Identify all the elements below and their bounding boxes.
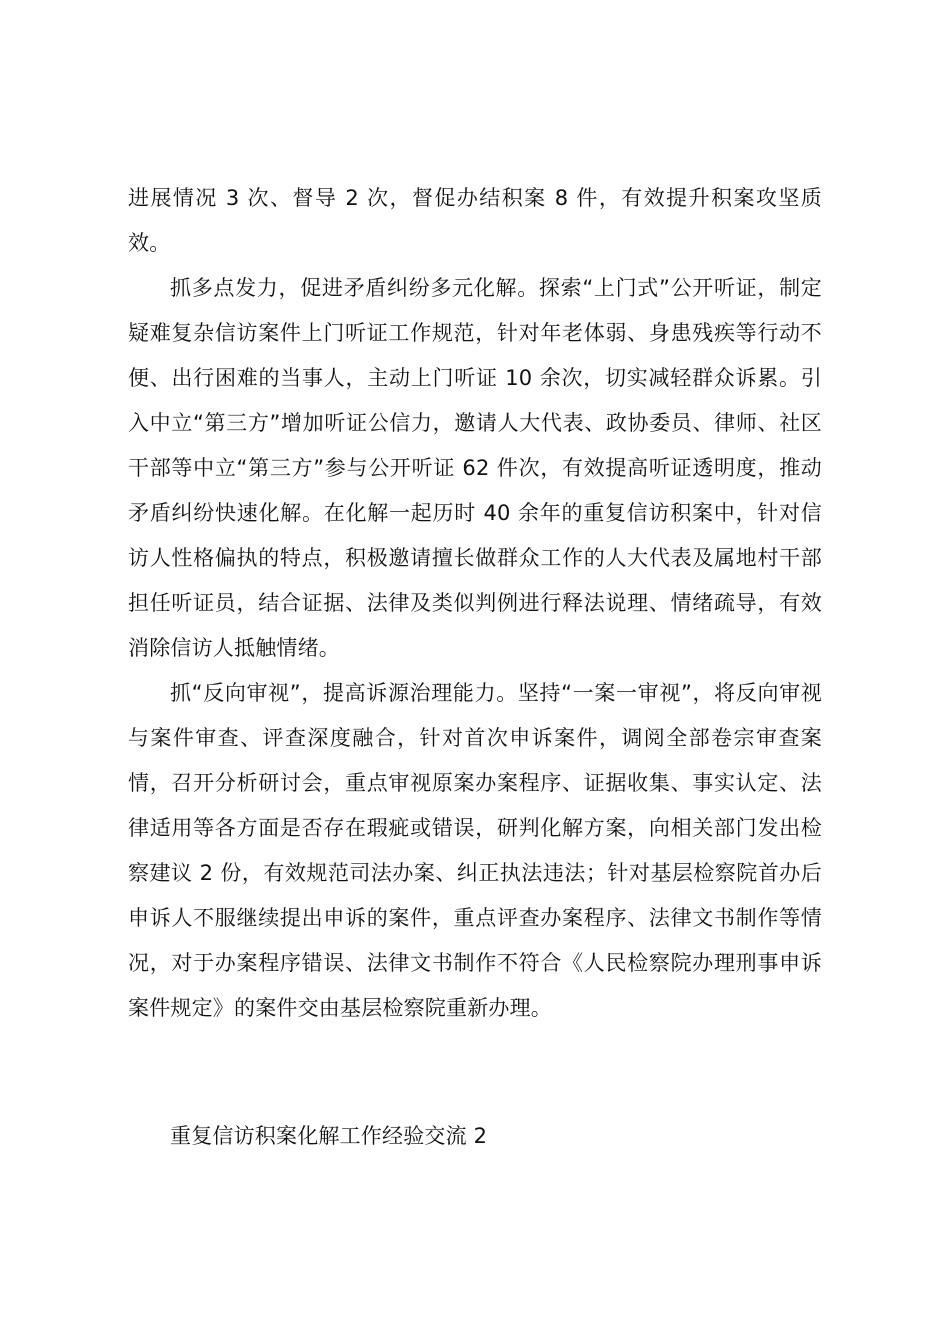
paragraph-continuation: 进展情况 3 次、督导 2 次，督促办结积案 8 件，有效提升积案攻坚质效。: [128, 186, 822, 255]
paragraph-mediation: 抓多点发力，促进矛盾纠纷多元化解。探索“上门式”公开听证，制定疑难复杂信访案件上门听证工作规范，针对年老体弱、身患残疾等行动不便、出行困难的当事人，主动上门听证 10 余次，切实减轻群众诉累。引入中立“第三方”增加听证公信力，邀请人大代表、政协委员、律师、社区干部等中立“第三方”参与公开听证 62 件次，有效提高听证透明度，推动矛盾纠纷快速化解。在化解一起历时 40 余年的重复信访积案中，针对信访人性格偏执的特点，积极邀请擅长做群众工作的人大代表及属地村干部担任听证员，结合证据、法律及类似判例进行释法说理、情绪疏导，有效消除信访人抵触情绪。: [128, 276, 822, 660]
document-body: [128, 176, 822, 1031]
paragraph-reverse-review: 抓“反向审视”，提高诉源治理能力。坚持“一案一审视”，将反向审视与案件审查、评查深度融合，针对首次申诉案件，调阅全部卷宗审查案情，召开分析研讨会，重点审视原案办案程序、证据收集、事实认定、法律适用等各方面是否存在瑕疵或错误，研判化解方案，向相关部门发出检察建议 2 份，有效规范司法办案、纠正执法违法；针对基层检察院首办后申诉人不服继续提出申诉的案件，重点评查办案程序、法律文书制作等情况，对于办案程序错误、法律文书制作不符合《人民检察院办理刑事申诉案件规定》的案件交由基层检察院重新办理。: [128, 681, 822, 1020]
section-title: 重复信访积案化解工作经验交流 2: [170, 1124, 488, 1148]
